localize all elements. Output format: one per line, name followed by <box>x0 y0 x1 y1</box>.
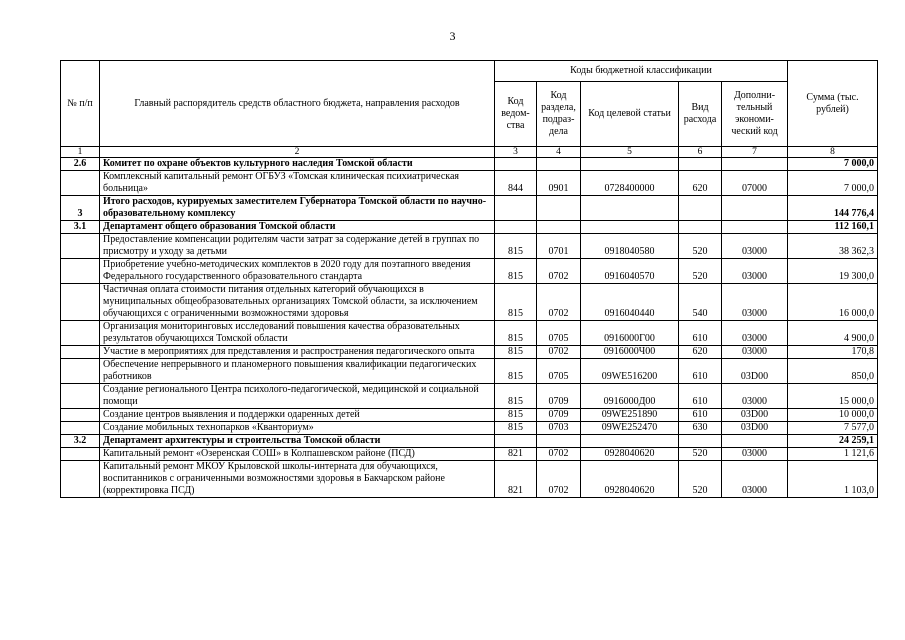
dept-code-cell: 815 <box>495 321 537 346</box>
sum-cell: 144 776,4 <box>788 196 878 221</box>
extra-code-cell: 03000 <box>722 259 788 284</box>
expense-type-cell: 520 <box>679 448 722 461</box>
table-row <box>61 259 878 284</box>
row-number-cell <box>61 171 100 196</box>
sum-cell: 4 900,0 <box>788 321 878 346</box>
expense-type-cell: 620 <box>679 171 722 196</box>
section-code-cell <box>537 196 581 221</box>
description-cell: Департамент архитектуры и строительства Томской области <box>100 435 495 448</box>
table-row <box>61 321 878 346</box>
expense-type-cell: 610 <box>679 409 722 422</box>
target-code-cell <box>581 196 679 221</box>
header-num: № п/п <box>61 61 100 147</box>
expense-type-cell: 610 <box>679 384 722 409</box>
sum-cell: 170,8 <box>788 346 878 359</box>
description-cell: Организация мониторинговых исследований повышения качества образовательных результатов обучающихся Томской области <box>100 321 495 346</box>
extra-code-cell: 03000 <box>722 461 788 498</box>
expense-type-cell: 520 <box>679 461 722 498</box>
description-cell: Предоставление компенсации родителям части затрат за содержание детей в группах по присмотру и уходу за детьми <box>100 234 495 259</box>
dept-code-cell: 821 <box>495 448 537 461</box>
table-row <box>61 284 878 321</box>
dept-code-cell <box>495 196 537 221</box>
index-cell: 7 <box>722 147 788 158</box>
table-row <box>61 234 878 259</box>
section-code-cell: 0705 <box>537 321 581 346</box>
target-code-cell: 0916040570 <box>581 259 679 284</box>
description-cell: Комитет по охране объектов культурного наследия Томской области <box>100 158 495 171</box>
index-cell: 8 <box>788 147 878 158</box>
extra-code-cell: 03000 <box>722 384 788 409</box>
expense-type-cell: 610 <box>679 321 722 346</box>
section-code-cell <box>537 158 581 171</box>
table-row <box>61 346 878 359</box>
section-code-cell: 0901 <box>537 171 581 196</box>
expense-type-cell: 520 <box>679 259 722 284</box>
section-code-cell: 0705 <box>537 359 581 384</box>
budget-table <box>60 60 878 498</box>
extra-code-cell: 03000 <box>722 234 788 259</box>
row-number-cell: 2.6 <box>61 158 100 171</box>
expense-type-cell: 520 <box>679 234 722 259</box>
sum-cell: 7 577,0 <box>788 422 878 435</box>
header-section-code: Код раздела, подраз-дела <box>537 82 581 147</box>
target-code-cell: 0728400000 <box>581 171 679 196</box>
row-number-cell <box>61 359 100 384</box>
section-code-cell: 0702 <box>537 461 581 498</box>
table-row <box>61 221 878 234</box>
sum-cell: 112 160,1 <box>788 221 878 234</box>
section-code-cell: 0702 <box>537 346 581 359</box>
target-code-cell: 0918040580 <box>581 234 679 259</box>
row-number-cell <box>61 448 100 461</box>
section-code-cell: 0709 <box>537 384 581 409</box>
sum-cell: 7 000,0 <box>788 171 878 196</box>
row-number-cell <box>61 321 100 346</box>
section-code-cell: 0702 <box>537 284 581 321</box>
dept-code-cell: 815 <box>495 384 537 409</box>
table-row <box>61 196 878 221</box>
dept-code-cell: 815 <box>495 346 537 359</box>
header-expense-type: Вид расхода <box>679 82 722 147</box>
description-cell: Департамент общего образования Томской области <box>100 221 495 234</box>
extra-code-cell <box>722 158 788 171</box>
extra-code-cell: 03000 <box>722 448 788 461</box>
dept-code-cell: 815 <box>495 284 537 321</box>
header-code-group: Коды бюджетной классификации <box>495 61 788 82</box>
dept-code-cell: 815 <box>495 359 537 384</box>
dept-code-cell: 815 <box>495 422 537 435</box>
row-number-cell: 3 <box>61 196 100 221</box>
description-cell: Капитальный ремонт «Озеренская СОШ» в Колпашевском районе (ПСД) <box>100 448 495 461</box>
sum-cell: 16 000,0 <box>788 284 878 321</box>
sum-cell: 850,0 <box>788 359 878 384</box>
table-row <box>61 158 878 171</box>
target-code-cell <box>581 158 679 171</box>
index-cell: 6 <box>679 147 722 158</box>
dept-code-cell: 821 <box>495 461 537 498</box>
description-cell: Итого расходов, курируемых заместителем Губернатора Томской области по научно-образовательному комплексу <box>100 196 495 221</box>
table-body <box>61 147 878 498</box>
description-cell: Обеспечение непрерывного и планомерного повышения квалификации педагогических работников <box>100 359 495 384</box>
description-cell: Капитальный ремонт МКОУ Крыловской школы-интерната для обучающихся, воспитанников с ограниченными возможностями здоровья в Бакчарском районе (корректировка ПСД) <box>100 461 495 498</box>
target-code-cell: 0916000Г00 <box>581 321 679 346</box>
target-code-cell: 09WE251890 <box>581 409 679 422</box>
row-number-cell <box>61 384 100 409</box>
description-cell: Создание центров выявления и поддержки одаренных детей <box>100 409 495 422</box>
extra-code-cell <box>722 221 788 234</box>
sum-cell: 38 362,3 <box>788 234 878 259</box>
expense-type-cell <box>679 435 722 448</box>
sum-cell: 1 121,6 <box>788 448 878 461</box>
section-code-cell: 0709 <box>537 409 581 422</box>
sum-cell: 1 103,0 <box>788 461 878 498</box>
description-cell: Комплексный капитальный ремонт ОГБУЗ «Томская клиническая психиатрическая больница» <box>100 171 495 196</box>
column-index-row <box>61 147 878 158</box>
section-code-cell: 0702 <box>537 448 581 461</box>
description-cell: Частичная оплата стоимости питания отдельных категорий обучающихся в муниципальных общеобразовательных организациях Томской области, за исключением обучающихся с ограниченными возможностями здоровья <box>100 284 495 321</box>
extra-code-cell: 03D00 <box>722 422 788 435</box>
target-code-cell: 0916040440 <box>581 284 679 321</box>
section-code-cell: 0702 <box>537 259 581 284</box>
target-code-cell <box>581 221 679 234</box>
header-main: Главный распорядитель средств областного бюджета, направления расходов <box>100 61 495 147</box>
dept-code-cell <box>495 435 537 448</box>
section-code-cell: 0701 <box>537 234 581 259</box>
target-code-cell <box>581 435 679 448</box>
table-row <box>61 409 878 422</box>
row-number-cell <box>61 461 100 498</box>
extra-code-cell <box>722 196 788 221</box>
section-code-cell <box>537 435 581 448</box>
dept-code-cell <box>495 221 537 234</box>
row-number-cell <box>61 346 100 359</box>
table-row <box>61 448 878 461</box>
sum-cell: 15 000,0 <box>788 384 878 409</box>
expense-type-cell: 630 <box>679 422 722 435</box>
description-cell: Приобретение учебно-методических комплектов в 2020 году для поэтапного введения Федерального государственного образовательного стандарта <box>100 259 495 284</box>
dept-code-cell: 844 <box>495 171 537 196</box>
extra-code-cell: 03D00 <box>722 409 788 422</box>
dept-code-cell: 815 <box>495 259 537 284</box>
row-number-cell <box>61 409 100 422</box>
sum-cell: 24 259,1 <box>788 435 878 448</box>
description-cell: Создание регионального Центра психолого-педагогической, медицинской и социальной помощи <box>100 384 495 409</box>
section-code-cell: 0703 <box>537 422 581 435</box>
table-row <box>61 435 878 448</box>
header-target-code: Код целевой статьи <box>581 82 679 147</box>
header-sum: Сумма (тыс. рублей) <box>788 61 878 147</box>
expense-type-cell <box>679 158 722 171</box>
expense-type-cell: 620 <box>679 346 722 359</box>
index-cell: 3 <box>495 147 537 158</box>
expense-type-cell <box>679 196 722 221</box>
index-cell: 4 <box>537 147 581 158</box>
sum-cell: 19 300,0 <box>788 259 878 284</box>
target-code-cell: 0928040620 <box>581 461 679 498</box>
page-number: 3 <box>449 29 456 43</box>
sum-cell: 7 000,0 <box>788 158 878 171</box>
expense-type-cell: 610 <box>679 359 722 384</box>
description-cell: Создание мобильных технопарков «Кванториум» <box>100 422 495 435</box>
target-code-cell: 09WE516200 <box>581 359 679 384</box>
target-code-cell: 09WE252470 <box>581 422 679 435</box>
extra-code-cell: 03000 <box>722 284 788 321</box>
extra-code-cell: 07000 <box>722 171 788 196</box>
extra-code-cell: 03000 <box>722 321 788 346</box>
table-row <box>61 422 878 435</box>
row-number-cell <box>61 422 100 435</box>
header-extra-code: Дополни-тельный экономи-ческий код <box>722 82 788 147</box>
target-code-cell: 0928040620 <box>581 448 679 461</box>
index-cell: 1 <box>61 147 100 158</box>
sum-cell: 10 000,0 <box>788 409 878 422</box>
row-number-cell <box>61 259 100 284</box>
dept-code-cell <box>495 158 537 171</box>
extra-code-cell: 03000 <box>722 346 788 359</box>
table-row <box>61 359 878 384</box>
row-number-cell <box>61 284 100 321</box>
description-cell: Участие в мероприятиях для представления и распространения педагогического опыта <box>100 346 495 359</box>
expense-type-cell: 540 <box>679 284 722 321</box>
dept-code-cell: 815 <box>495 409 537 422</box>
row-number-cell <box>61 234 100 259</box>
target-code-cell: 0916000Ч00 <box>581 346 679 359</box>
dept-code-cell: 815 <box>495 234 537 259</box>
table-row <box>61 461 878 498</box>
extra-code-cell: 03D00 <box>722 359 788 384</box>
row-number-cell: 3.2 <box>61 435 100 448</box>
header-dept-code: Код ведом-ства <box>495 82 537 147</box>
index-cell: 5 <box>581 147 679 158</box>
index-cell: 2 <box>100 147 495 158</box>
table-row <box>61 384 878 409</box>
section-code-cell <box>537 221 581 234</box>
target-code-cell: 0916000Д00 <box>581 384 679 409</box>
extra-code-cell <box>722 435 788 448</box>
row-number-cell: 3.1 <box>61 221 100 234</box>
expense-type-cell <box>679 221 722 234</box>
table-row <box>61 171 878 196</box>
